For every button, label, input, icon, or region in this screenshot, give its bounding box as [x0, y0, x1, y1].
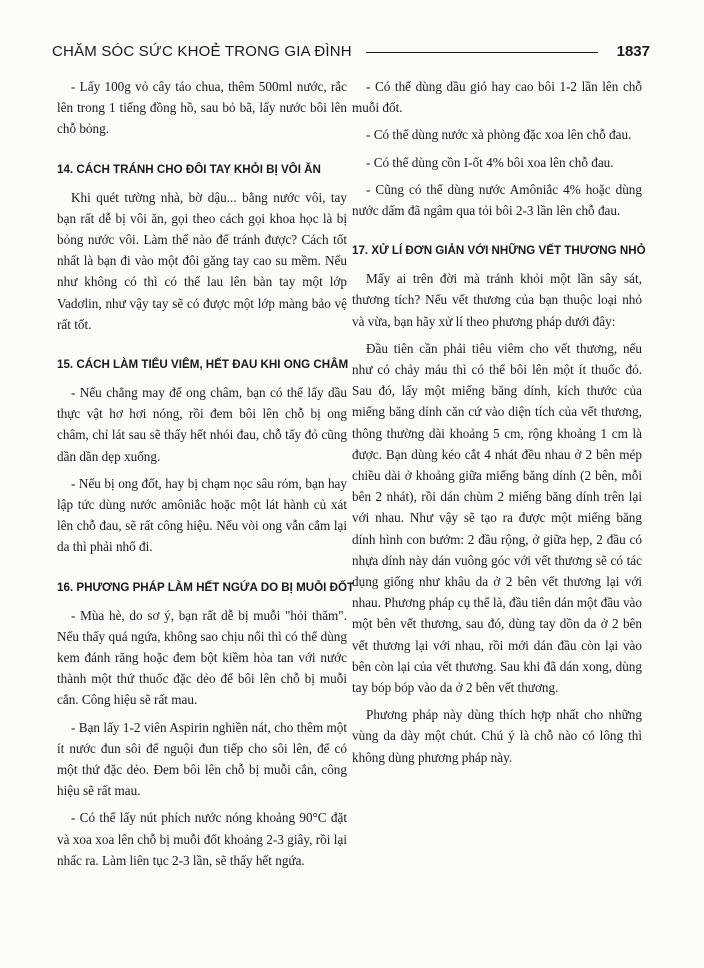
body-paragraph: Khi quét tường nhà, bờ dậu... bằng nước vôi, tay bạn rất dễ bị vôi ăn, gọi theo cách gọi khoa học là bị bỏng nước vôi. Làm thế nào để tránh được? Cách tốt nhất là bạn đi vào một đôi găng tay cao su mềm. Nếu như không có thì có thể lau lên bàn tay một lớp Vadơlin, như vậy tay sẽ có được một lớp màng bảo vệ rất tốt.: [57, 189, 347, 332]
body-paragraph: - Có thể dùng nước xà phòng đặc xoa lên chỗ đau.: [366, 127, 632, 143]
left-column: [57, 76, 355, 877]
body-paragraph: Mấy ai trên đời mà tránh khỏi một lần sây sát, thương tích? Nếu vết thương của bạn thuộc loại nhỏ và vừa, bạn hãy xử lí theo phương pháp dưới đây:: [352, 271, 642, 329]
body-paragraph: - Bạn lấy 1-2 viên Aspirin nghiền nát, cho thêm một ít nước đun sôi để nguội đun tiếp cho sôi lên, để có một thứ đặc dẻo. Đem bôi lên chỗ bị muỗi cắn, công hiệu sẽ rất mau.: [57, 719, 347, 799]
body-paragraph: - Nếu chẳng may để ong châm, bạn có thể lấy dầu thực vật hơ hơi nóng, rồi đem bôi lên chỗ bị ong châm, chỉ lát sau sẽ thấy hết nhói đau, chỗ tấy đỏ cũng dần dần dẹp xuống.: [57, 385, 347, 464]
body-paragraph: Đầu tiên cần phải tiêu viêm cho vết thương, nếu như có chảy máu thì có thể bôi lên một ít thuốc đỏ. Sau đó, lấy một miếng băng dính, kích thước của miếng băng dính căn cứ vào diện tích của vết thương, thông thường dài khoảng 5 cm, rộng khoảng 1 cm là được. Bạn dùng kéo cắt 4 nhát đều nhau ở 2 bên mép chiều dài ở khoảng giữa miếng băng dính (2 bên, mỗi bên 2 nhát), rồi dán chùm 2 miếng băng dính trên lại với nhau. Như vậy sẽ tạo ra được một miếng băng dính hình con bướm: 2 đầu rộng, ở giữa hẹp, 2 đầu có nhựa dính này dán vuông góc với vết thương sẽ có tác dụng giống như khâu da ở 2 bên vết thương lại với nhau. Phương pháp cụ thể là, đầu tiên dán một đầu vào một bên vết thương, sau đó, dùng tay dồn da ở 2 bên vết thương lại với nhau, rồi mới dán đầu còn lại vào bên còn lại của vết thương. Sau khi đã dán xong, dùng tay bóp bóp vào da ở 2 bên vết thương.: [352, 340, 642, 696]
body-paragraph: - Mùa hè, do sơ ý, bạn rất dễ bị muỗi "hỏi thăm". Nếu thấy quá ngứa, không sao chịu nổi thì có thể dùng kem đánh răng hoặc đem bột kiềm hòa tan với nước thành một thứ thuốc đặc dẻo để bôi lên chỗ bị muỗi cắn. Công hiệu sẽ rất mau.: [57, 607, 347, 708]
section-heading: 17. XỬ LÍ ĐƠN GIẢN VỚI NHỮNG VẾT THƯƠNG NHỎ: [352, 244, 646, 258]
running-title: CHĂM SÓC SỨC KHOẺ TRONG GIA ĐÌNH: [52, 43, 352, 60]
body-paragraph: - Lấy 100g vỏ cây táo chua, thêm 500ml nước, rắc lên trong 1 tiếng đồng hồ, sau bỏ bã, lấy nước bôi lên chỗ bỏng.: [57, 79, 347, 137]
body-paragraph: - Nếu bị ong đốt, hay bị chạm nọc sâu róm, bạn hay lập tức dùng nước amôniắc hoặc một lát hành củ xát lên chỗ đau, sẽ rất công hiệu. Nếu vòi ong vẫn cắm lại da thì phải nhổ đi.: [57, 475, 347, 555]
section-heading: 15. CÁCH LÀM TIÊU VIÊM, HẾT ĐAU KHI ONG CHÂM: [57, 358, 349, 372]
body-paragraph: - Có thể dùng cồn I-ốt 4% bôi xoa lên chỗ đau.: [366, 154, 614, 170]
section-heading: 14. CÁCH TRÁNH CHO ĐÔI TAY KHỎI BỊ VÔI ĂN: [57, 162, 321, 176]
section-heading: 16. PHƯƠNG PHÁP LÀM HẾT NGỨA DO BỊ MUỖI ĐỐT: [57, 580, 355, 594]
body-paragraph: Phương pháp này dùng thích hợp nhất cho những vùng da dày một chút. Chú ý là chỗ nào có lông thì không dùng phương pháp này.: [352, 707, 642, 765]
body-paragraph: - Cũng có thể dùng nước Amôniắc 4% hoặc dùng nước dấm đã ngâm qua tỏi bôi 2-3 lần lên chỗ đau.: [352, 181, 642, 219]
header-rule: [366, 52, 598, 53]
page-number: 1837: [616, 43, 650, 60]
right-column: [352, 76, 646, 774]
body-paragraph: - Có thể dùng dầu gió hay cao bôi 1-2 lần lên chỗ muỗi đốt.: [352, 79, 642, 116]
body-paragraph: - Có thể lấy nút phích nước nóng khoảng 90°C đặt và xoa xoa lên chỗ bị muỗi đốt khoảng 2-3 giây, rồi lại nhấc ra. Làm liên tục 2-3 lần, sẽ thấy hết ngứa.: [57, 810, 347, 868]
page-header: [52, 40, 650, 68]
